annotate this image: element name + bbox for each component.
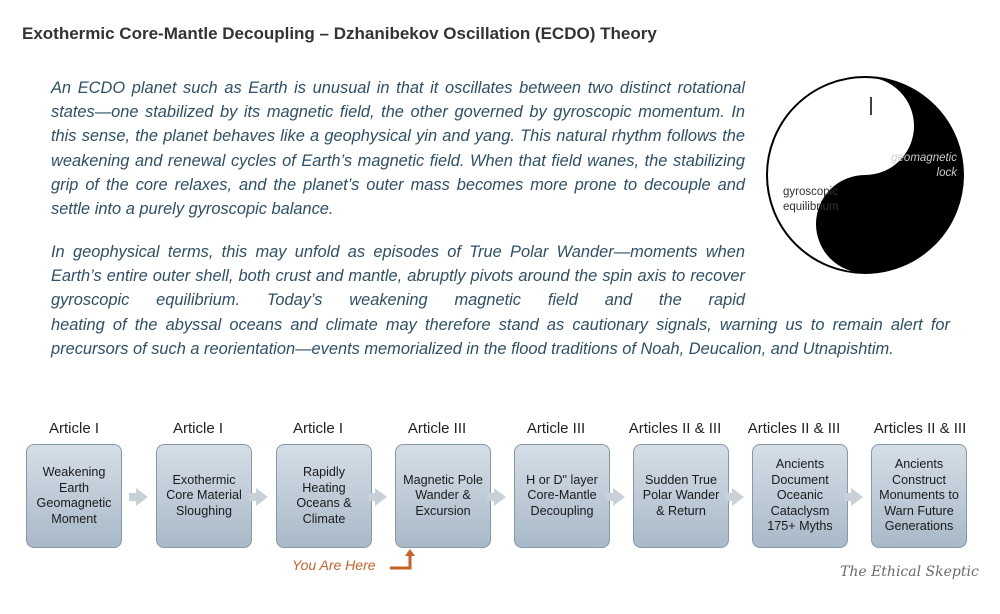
article-label-7: Articles II & III (747, 420, 841, 437)
you-are-here-label: You Are Here (292, 557, 376, 573)
white-dot (849, 110, 881, 142)
watermark: The Ethical Skeptic (840, 564, 979, 580)
step-box-1: Weakening Earth Geomagnetic Moment (26, 444, 122, 548)
step-box-2: Exothermic Core Material Sloughing (156, 444, 252, 548)
page-title: Exothermic Core-Mantle Decoupling – Dzhanibekov Oscillation (ECDO) Theory (22, 24, 657, 43)
arrow-5 (613, 488, 625, 506)
step-box-7: Ancients Document Oceanic Cataclysm 175+ Myths (752, 444, 848, 548)
arrow-1 (136, 488, 148, 506)
article-labels (0, 420, 1000, 440)
you-are-here-pointer-icon (388, 548, 418, 572)
article-label-1: Article I (48, 420, 99, 437)
yin-yang-diagram (765, 75, 965, 275)
step-box-8: Ancients Construct Monuments to Warn Future Generations (871, 444, 967, 548)
article-label-4: Article III (407, 420, 467, 437)
paragraph-2-wrapped: In geophysical terms, this may unfold as episodes of True Polar Wander—moments when Earth’s entire outer shell, both crust and mantle, abruptly pivots around the spin axis to recover gyroscopic equilibrium. Today’s weakening magnetic field and the rapid (51, 243, 745, 310)
equilibrium-label: equilibrium (783, 201, 839, 213)
black-dot (849, 214, 881, 246)
lock-label: lock (936, 167, 957, 179)
arrow-3 (375, 488, 387, 506)
article-label-3: Article I (292, 420, 343, 437)
article-label-5: Article III (526, 420, 586, 437)
paragraph-1: An ECDO planet such as Earth is unusual in that it oscillates between two distinct rotational states—one stabilized by its magnetic field, the other governed by gyroscopic momentum. In this sense, the planet behaves like a geophysical yin and yang. This natural rhythm follows the weakening and renewal cycles of Earth’s magnetic field. When that field wanes, the stabilizing grip of the core relaxes, and the planet’s outer mass becomes more prone to decouple and settle into a purely gyroscopic balance. (51, 79, 745, 219)
step-box-3: Rapidly Heating Oceans & Climate (276, 444, 372, 548)
paragraph-2-full-width: heating of the abyssal oceans and climate may therefore stand as cautionary signals, warning us to remain alert for precursors of such a reorientation—events memorialized in the flood traditions of Noah, Deucalion, and Utnapishtim. (51, 316, 950, 359)
geomagnetic-label: geomagnetic (891, 152, 957, 164)
step-box-4: Magnetic Pole Wander & Excursion (395, 444, 491, 548)
step-box-5: H or D" layer Core-Mantle Decoupling (514, 444, 610, 548)
article-label-2: Article I (172, 420, 223, 437)
article-label-6: Articles II & III (628, 420, 722, 437)
gyroscopic-label: gyroscopic (783, 186, 838, 198)
article-label-8: Articles II & III (873, 420, 967, 437)
arrow-2 (256, 488, 268, 506)
arrow-6 (732, 488, 744, 506)
arrow-7 (851, 488, 863, 506)
step-box-6: Sudden True Polar Wander & Return (633, 444, 729, 548)
arrow-4 (494, 488, 506, 506)
